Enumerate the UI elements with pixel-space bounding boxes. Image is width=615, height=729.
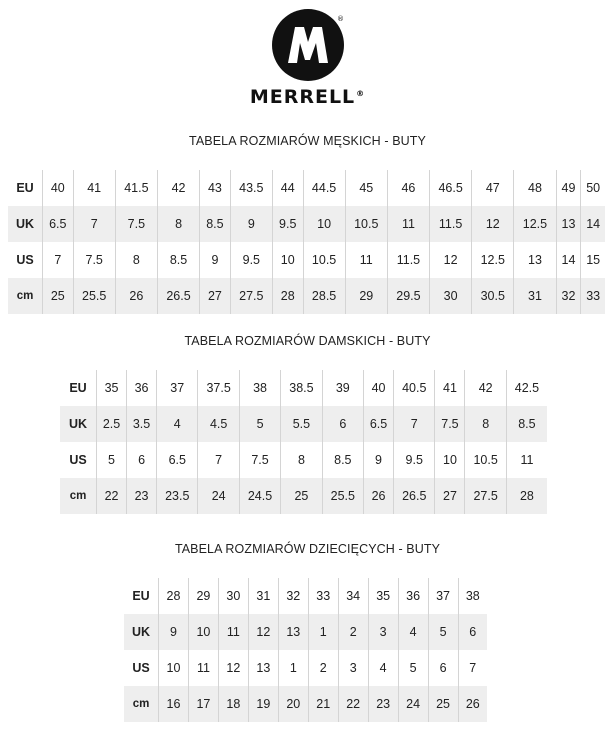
size-cell: 42 <box>465 370 506 406</box>
size-cell: 6.5 <box>43 206 74 242</box>
size-cell: 8 <box>115 242 157 278</box>
size-cell: 8.5 <box>157 242 199 278</box>
size-cell: 26.5 <box>394 478 435 514</box>
size-cell: 6 <box>428 650 458 686</box>
size-cell: 16 <box>159 686 189 722</box>
size-cell: 14 <box>556 242 581 278</box>
size-cell: 11 <box>387 206 429 242</box>
size-cell: 38.5 <box>281 370 322 406</box>
size-cell: 46 <box>387 170 429 206</box>
size-cell: 46.5 <box>430 170 472 206</box>
row-label: US <box>124 650 159 686</box>
size-cell: 35 <box>97 370 127 406</box>
table-row <box>124 578 487 614</box>
table-row <box>60 442 547 478</box>
size-cell: 7.5 <box>115 206 157 242</box>
table-row <box>60 370 547 406</box>
size-cell: 37 <box>428 578 458 614</box>
table-row <box>8 206 605 242</box>
size-cell: 28 <box>506 478 547 514</box>
size-cell: 12 <box>472 206 514 242</box>
size-cell: 11 <box>218 614 248 650</box>
size-cell: 6 <box>458 614 487 650</box>
size-cell: 9.5 <box>230 242 272 278</box>
size-cell: 8 <box>465 406 506 442</box>
merrell-logo <box>0 8 615 108</box>
size-cell: 38 <box>239 370 280 406</box>
size-cell: 29.5 <box>387 278 429 314</box>
size-cell: 11.5 <box>430 206 472 242</box>
size-cell: 25 <box>281 478 322 514</box>
size-cell: 2 <box>308 650 338 686</box>
size-cell: 32 <box>278 578 308 614</box>
size-cell: 28 <box>272 278 303 314</box>
size-cell: 13 <box>556 206 581 242</box>
kids-size-table <box>124 578 487 722</box>
size-cell: 1 <box>308 614 338 650</box>
size-cell: 40.5 <box>394 370 435 406</box>
registered-mark: ® <box>356 88 366 98</box>
row-label: UK <box>124 614 159 650</box>
size-cell: 31 <box>248 578 278 614</box>
size-cell: 22 <box>97 478 127 514</box>
size-cell: 6.5 <box>157 442 198 478</box>
row-label: US <box>8 242 43 278</box>
size-cell: 7.5 <box>73 242 115 278</box>
size-cell: 10 <box>435 442 465 478</box>
size-cell: 9.5 <box>272 206 303 242</box>
table-row <box>8 242 605 278</box>
size-cell: 41.5 <box>115 170 157 206</box>
size-cell: 8.5 <box>506 406 547 442</box>
size-cell: 45 <box>345 170 387 206</box>
size-cell: 26 <box>364 478 394 514</box>
size-cell: 5 <box>428 614 458 650</box>
size-cell: 33 <box>308 578 338 614</box>
row-label: US <box>60 442 97 478</box>
svg-text:®: ® <box>336 15 344 23</box>
size-cell: 42.5 <box>506 370 547 406</box>
size-cell: 37 <box>157 370 198 406</box>
table-row <box>124 686 487 722</box>
size-cell: 9 <box>200 242 231 278</box>
size-cell: 36 <box>127 370 157 406</box>
size-cell: 11 <box>345 242 387 278</box>
size-cell: 36 <box>398 578 428 614</box>
size-cell: 21 <box>308 686 338 722</box>
size-cell: 10 <box>303 206 345 242</box>
size-cell: 8 <box>157 206 199 242</box>
size-cell: 3 <box>338 650 368 686</box>
kids-table-title: TABELA ROZMIARÓW DZIECIĘCYCH - BUTY <box>174 542 441 556</box>
size-cell: 22 <box>338 686 368 722</box>
size-cell: 4.5 <box>198 406 239 442</box>
size-cell: 10.5 <box>345 206 387 242</box>
size-cell: 26 <box>115 278 157 314</box>
size-cell: 7 <box>198 442 239 478</box>
size-cell: 9 <box>230 206 272 242</box>
row-label: cm <box>8 278 43 314</box>
size-cell: 2.5 <box>97 406 127 442</box>
merrell-m-icon <box>271 8 345 82</box>
size-cell: 41 <box>435 370 465 406</box>
size-cell: 29 <box>188 578 218 614</box>
size-cell: 7 <box>458 650 487 686</box>
size-cell: 8.5 <box>322 442 363 478</box>
size-cell: 26 <box>458 686 487 722</box>
size-cell: 3 <box>368 614 398 650</box>
size-cell: 29 <box>345 278 387 314</box>
size-cell: 12.5 <box>514 206 556 242</box>
size-cell: 5 <box>239 406 280 442</box>
size-cell: 33 <box>581 278 605 314</box>
size-cell: 7.5 <box>239 442 280 478</box>
size-cell: 25 <box>428 686 458 722</box>
size-cell: 12.5 <box>472 242 514 278</box>
row-label: EU <box>124 578 159 614</box>
size-cell: 5 <box>398 650 428 686</box>
size-cell: 40 <box>43 170 74 206</box>
size-cell: 7 <box>394 406 435 442</box>
size-cell: 3.5 <box>127 406 157 442</box>
size-cell: 24 <box>198 478 239 514</box>
size-cell: 23.5 <box>157 478 198 514</box>
size-cell: 30 <box>218 578 248 614</box>
size-cell: 14 <box>581 206 605 242</box>
size-cell: 12 <box>430 242 472 278</box>
womens-size-table <box>60 370 547 514</box>
size-cell: 13 <box>514 242 556 278</box>
size-cell: 17 <box>188 686 218 722</box>
size-cell: 34 <box>338 578 368 614</box>
mens-table-title: TABELA ROZMIARÓW MĘSKICH - BUTY <box>189 134 426 148</box>
size-cell: 27.5 <box>230 278 272 314</box>
row-label: EU <box>8 170 43 206</box>
size-cell: 44 <box>272 170 303 206</box>
size-cell: 32 <box>556 278 581 314</box>
size-cell: 23 <box>127 478 157 514</box>
size-cell: 28.5 <box>303 278 345 314</box>
size-cell: 1 <box>278 650 308 686</box>
size-cell: 6 <box>127 442 157 478</box>
size-cell: 23 <box>368 686 398 722</box>
size-cell: 40 <box>364 370 394 406</box>
mens-size-table <box>8 170 605 314</box>
size-cell: 13 <box>278 614 308 650</box>
size-cell: 25.5 <box>322 478 363 514</box>
size-cell: 26.5 <box>157 278 199 314</box>
size-cell: 5 <box>97 442 127 478</box>
row-label: UK <box>60 406 97 442</box>
row-label: cm <box>60 478 97 514</box>
size-cell: 39 <box>322 370 363 406</box>
size-cell: 25.5 <box>73 278 115 314</box>
womens-table-title: TABELA ROZMIARÓW DAMSKICH - BUTY <box>184 334 431 348</box>
row-label: EU <box>60 370 97 406</box>
table-row <box>60 406 547 442</box>
size-cell: 28 <box>159 578 189 614</box>
size-cell: 37.5 <box>198 370 239 406</box>
size-cell: 9 <box>364 442 394 478</box>
size-cell: 30 <box>430 278 472 314</box>
size-cell: 7 <box>43 242 74 278</box>
size-cell: 6 <box>322 406 363 442</box>
size-cell: 43.5 <box>230 170 272 206</box>
size-cell: 15 <box>581 242 605 278</box>
size-cell: 19 <box>248 686 278 722</box>
size-cell: 7.5 <box>435 406 465 442</box>
table-row <box>8 278 605 314</box>
size-cell: 38 <box>458 578 487 614</box>
row-label: UK <box>8 206 43 242</box>
size-cell: 20 <box>278 686 308 722</box>
brand-wordmark <box>0 86 615 108</box>
size-cell: 10.5 <box>465 442 506 478</box>
size-cell: 49 <box>556 170 581 206</box>
size-cell: 2 <box>338 614 368 650</box>
size-cell: 30.5 <box>472 278 514 314</box>
size-cell: 9.5 <box>394 442 435 478</box>
size-cell: 7 <box>73 206 115 242</box>
size-cell: 41 <box>73 170 115 206</box>
size-cell: 24.5 <box>239 478 280 514</box>
size-cell: 11 <box>188 650 218 686</box>
size-cell: 12 <box>218 650 248 686</box>
brand-name: MERRELL <box>249 86 356 108</box>
size-cell: 10.5 <box>303 242 345 278</box>
table-row <box>8 170 605 206</box>
size-cell: 4 <box>157 406 198 442</box>
size-cell: 8 <box>281 442 322 478</box>
size-cell: 42 <box>157 170 199 206</box>
size-cell: 4 <box>398 614 428 650</box>
row-label: cm <box>124 686 159 722</box>
size-cell: 8.5 <box>200 206 231 242</box>
size-cell: 35 <box>368 578 398 614</box>
size-cell: 11 <box>506 442 547 478</box>
table-row <box>124 614 487 650</box>
size-cell: 13 <box>248 650 278 686</box>
size-cell: 10 <box>272 242 303 278</box>
size-cell: 11.5 <box>387 242 429 278</box>
size-cell: 10 <box>188 614 218 650</box>
table-row <box>124 650 487 686</box>
size-cell: 47 <box>472 170 514 206</box>
size-cell: 31 <box>514 278 556 314</box>
size-cell: 6.5 <box>364 406 394 442</box>
size-cell: 27 <box>435 478 465 514</box>
size-cell: 5.5 <box>281 406 322 442</box>
table-row <box>60 478 547 514</box>
size-cell: 44.5 <box>303 170 345 206</box>
size-cell: 25 <box>43 278 74 314</box>
size-cell: 10 <box>159 650 189 686</box>
size-cell: 12 <box>248 614 278 650</box>
size-cell: 48 <box>514 170 556 206</box>
size-cell: 18 <box>218 686 248 722</box>
size-cell: 43 <box>200 170 231 206</box>
size-cell: 27.5 <box>465 478 506 514</box>
size-cell: 9 <box>159 614 189 650</box>
size-cell: 50 <box>581 170 605 206</box>
size-cell: 24 <box>398 686 428 722</box>
size-cell: 4 <box>368 650 398 686</box>
size-cell: 27 <box>200 278 231 314</box>
